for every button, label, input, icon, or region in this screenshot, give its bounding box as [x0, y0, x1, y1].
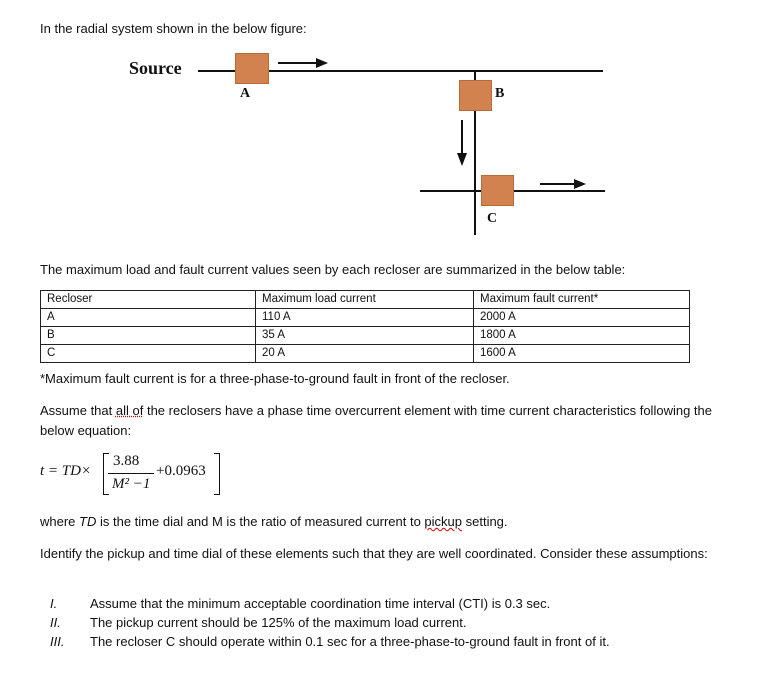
recloser-a-box — [235, 53, 269, 84]
where-td: TD — [79, 514, 97, 529]
list-item — [40, 614, 466, 632]
table-footnote: *Maximum fault current is for a three-phase-to-ground fault in front of the recloser. — [40, 371, 510, 386]
recloser-b-box — [459, 80, 492, 111]
assume-underlined: all of — [115, 403, 144, 418]
list-number: I. — [50, 596, 58, 611]
table-intro-text: The maximum load and fault current values seen by each recloser are summarized in the below table: — [40, 262, 626, 277]
list-item — [40, 595, 550, 613]
list-number: II. — [50, 615, 61, 630]
where-underlined: pickup — [424, 514, 462, 529]
recloser-b-label: B — [495, 86, 505, 101]
where-pre: where — [40, 514, 80, 529]
header-cell: Recloser — [41, 291, 256, 309]
assume-text: Assume that — [40, 403, 116, 418]
recloser-c-label: C — [487, 211, 498, 226]
table-cell: 1600 A — [474, 345, 690, 363]
list-text: The pickup current should be 125% of the maximum load current. — [90, 615, 467, 630]
table-cell: 1800 A — [474, 327, 690, 345]
arrowhead-right-icon — [574, 179, 586, 189]
recloser-a-label: A — [240, 86, 251, 101]
flow-arrow-main — [278, 62, 318, 64]
list-text: The recloser C should operate within 0.1 sec for a three-phase-to-ground fault in front of it. — [90, 634, 610, 649]
right-bracket — [214, 453, 220, 495]
where-mid: is the time dial and M is the ratio of measured current to — [96, 514, 425, 529]
equation-lhs: t = TD× — [40, 463, 92, 479]
table-row — [41, 327, 690, 345]
recloser-c-box — [481, 175, 514, 206]
table-cell: B — [41, 327, 256, 345]
table-cell: 2000 A — [474, 309, 690, 327]
table-row — [41, 345, 690, 363]
current-table — [40, 290, 690, 363]
flow-arrow-lower — [540, 183, 576, 185]
where-text — [40, 513, 508, 531]
arrowhead-down-icon — [457, 153, 467, 166]
assume-text: the reclosers have a phase time overcurrent element with time current characteristics following the below equation: — [40, 403, 712, 438]
list-number: III. — [50, 634, 65, 649]
equation-denominator: M² −1 — [112, 476, 151, 492]
identify-text: Identify the pickup and time dial of these elements such that they are well coordinated. Consider these assumptions: — [40, 546, 708, 561]
flow-arrow-lateral — [461, 120, 463, 156]
list-text: Assume that the minimum acceptable coordination time interval (CTI) is 0.3 sec. — [90, 596, 551, 611]
list-item — [40, 633, 610, 651]
table-cell: 110 A — [256, 309, 474, 327]
equation-constant: +0.0963 — [156, 463, 206, 479]
source-label: Source — [129, 58, 182, 78]
table-row — [41, 309, 690, 327]
fraction-bar — [108, 473, 154, 474]
equation-numerator: 3.88 — [113, 453, 140, 469]
table-cell: 20 A — [256, 345, 474, 363]
intro-text: In the radial system shown in the below figure: — [40, 21, 307, 36]
table-header-row — [41, 291, 690, 309]
table-cell: 35 A — [256, 327, 474, 345]
assumption-paragraph — [40, 401, 720, 441]
header-cell: Maximum load current — [256, 291, 474, 309]
arrowhead-right-icon — [316, 58, 328, 68]
header-cell: Maximum fault current* — [474, 291, 690, 309]
table-cell: A — [41, 309, 256, 327]
table-cell: C — [41, 345, 256, 363]
left-bracket — [103, 453, 109, 495]
where-end: setting. — [462, 514, 508, 529]
